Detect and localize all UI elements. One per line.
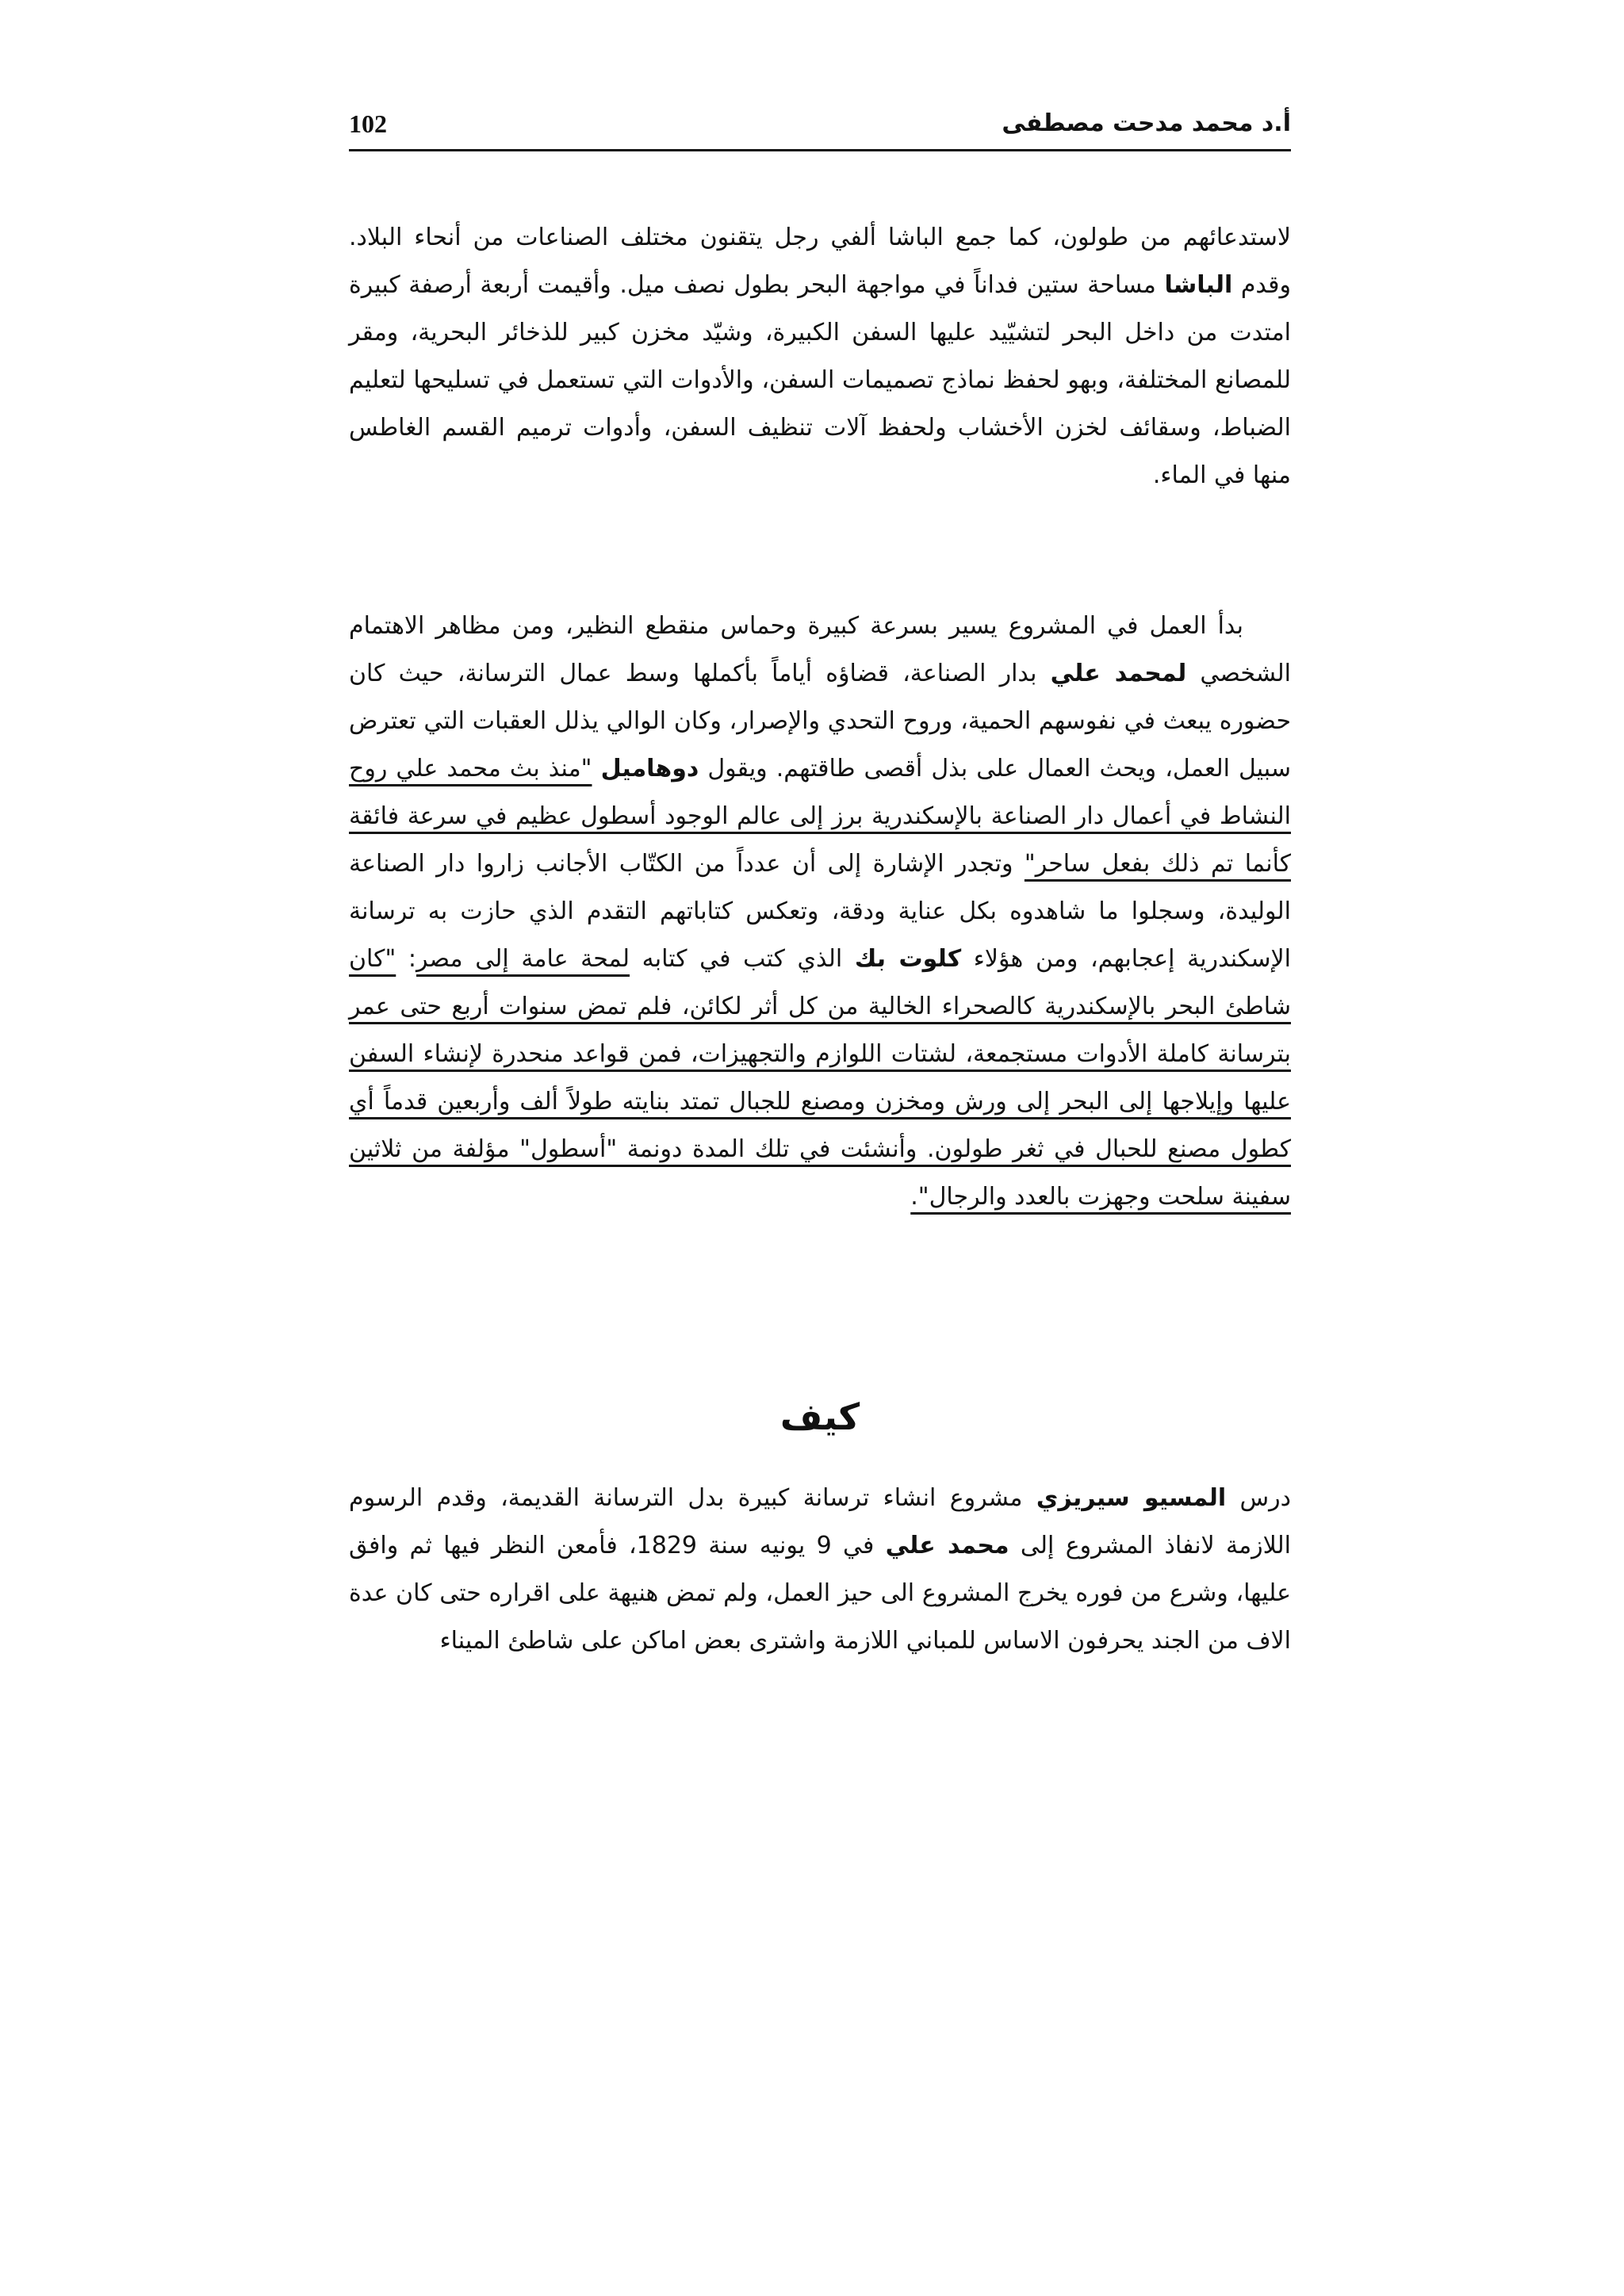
text-run: الذي كتب في كتابه: [630, 945, 855, 973]
highlighted-name: محمد علي: [885, 1532, 1009, 1559]
paragraph-1: [349, 214, 1291, 499]
paragraph-2: [349, 603, 1291, 1221]
text-run: بدار الصناعة، قضاؤه أياماً بأكملها وسط عمال الترسانة، حيث كان حضوره يبعث في نفوسهم الحمية، وروح التحدي والإصرار، وكان الوالي يذلل العقبات التي تعترض سبيل العمل، ويحث العمال على بذل أقصى طاقتهم. ويقول: [349, 660, 1291, 783]
text-run: في 9 يونيه سنة 1829، فأمعن النظر فيها ثم وافق عليها، وشرع من فوره يخرج المشروع الى حيز العمل، ولم تمض هنيهة على اقراره حتى كان عدة الاف من الجند يحرفون الاساس للمباني اللازمة واشترى بعض اماكن على شاطئ الميناء: [349, 1532, 1291, 1655]
paragraph-3: [349, 1475, 1291, 1665]
underlined-quote: "منذ بث محمد علي روح النشاط في أعمال دار الصناعة بالإسكندرية برز إلى عالم الوجود أسطول عظيم في سرعة فائقة كأنما تم ذلك بفعل ساحر": [349, 755, 1291, 878]
book-title: لمحة عامة إلى مصر: [416, 945, 630, 973]
section-heading: كيف: [779, 1395, 860, 1438]
text-run: درس: [1226, 1484, 1291, 1512]
highlighted-name: دوهاميل: [600, 755, 699, 783]
highlighted-name: لمحمد علي: [1050, 660, 1187, 687]
text-run: بدأ العمل في المشروع يسير بسرعة كبيرة وحماس منقطع النظير، ومن مظاهر الاهتمام الشخصي: [349, 612, 1291, 687]
highlighted-name: الباشا: [1164, 271, 1233, 299]
header-rule: [349, 149, 1291, 151]
text-run: وتجدر الإشارة إلى أن عدداً من الكتّاب الأجانب زاروا دار الصناعة الوليدة، وسجلوا ما شاهدوه بكل عناية ودقة، وتعكس كتاباتهم التقدم الذي حازت به ترسانة الإسكندرية إعجابهم، ومن هؤلاء: [349, 850, 1291, 973]
text-run: مساحة ستين فداناً في مواجهة البحر بطول نصف ميل. وأقيمت أربعة أرصفة كبيرة امتدت من داخل البحر لتشيّيد عليها السفن الكبيرة، وشيّد مخزن كبير للذخائر البحرية، ومقر للمصانع المختلفة، وبهو لحفظ نماذج تصميمات السفن، والأدوات التي تستعمل في تسليحها لتعليم الضباط، وسقائف لخزن الأخشاب ولحفظ آلات تنظيف السفن، وأدوات ترميم القسم الغاطس منها في الماء.: [349, 271, 1291, 489]
text-run: :: [396, 945, 416, 973]
paragraph-1-text: [349, 214, 1291, 499]
page-number: 102: [349, 109, 387, 138]
text-run: لاستدعائهم من طولون، كما جمع الباشا ألفي رجل يتقنون مختلف الصناعات من أنحاء البلاد. وقدم: [349, 224, 1292, 299]
text-run: مشروع انشاء ترسانة كبيرة بدل الترسانة القديمة، وقدم الرسوم اللازمة لانفاذ المشروع إلى: [349, 1484, 1291, 1559]
page-header: [349, 101, 1291, 146]
paragraph-2-text: [349, 603, 1291, 1221]
author-name: أ.د محمد مدحت مصطفى: [1002, 109, 1291, 137]
highlighted-name: المسيو سيريزي: [1036, 1484, 1227, 1512]
underlined-quote: "كان شاطئ البحر بالإسكندرية كالصحراء الخالية من كل أثر لكائن، فلم تمض سنوات أربع حتى عمر بترسانة كاملة الأدوات مستجمعة، لشتات اللوازم والتجهيزات، فمن قواعد منحدرة لإنشاء السفن عليها وإيلاجها إلى البحر إلى ورش ومخزن ومصنع للجبال تمتد بنايته طولاً ألف وأربعين قدماً أي كطول مصنع للحبال في ثغر طولون. وأنشئت في تلك المدة دونمة "أسطول" مؤلفة من ثلاثين سفينة سلحت وجهزت بالعدد والرجال".: [349, 945, 1291, 1211]
paragraph-3-text: [349, 1475, 1291, 1665]
highlighted-name: كلوت بك: [854, 945, 962, 973]
